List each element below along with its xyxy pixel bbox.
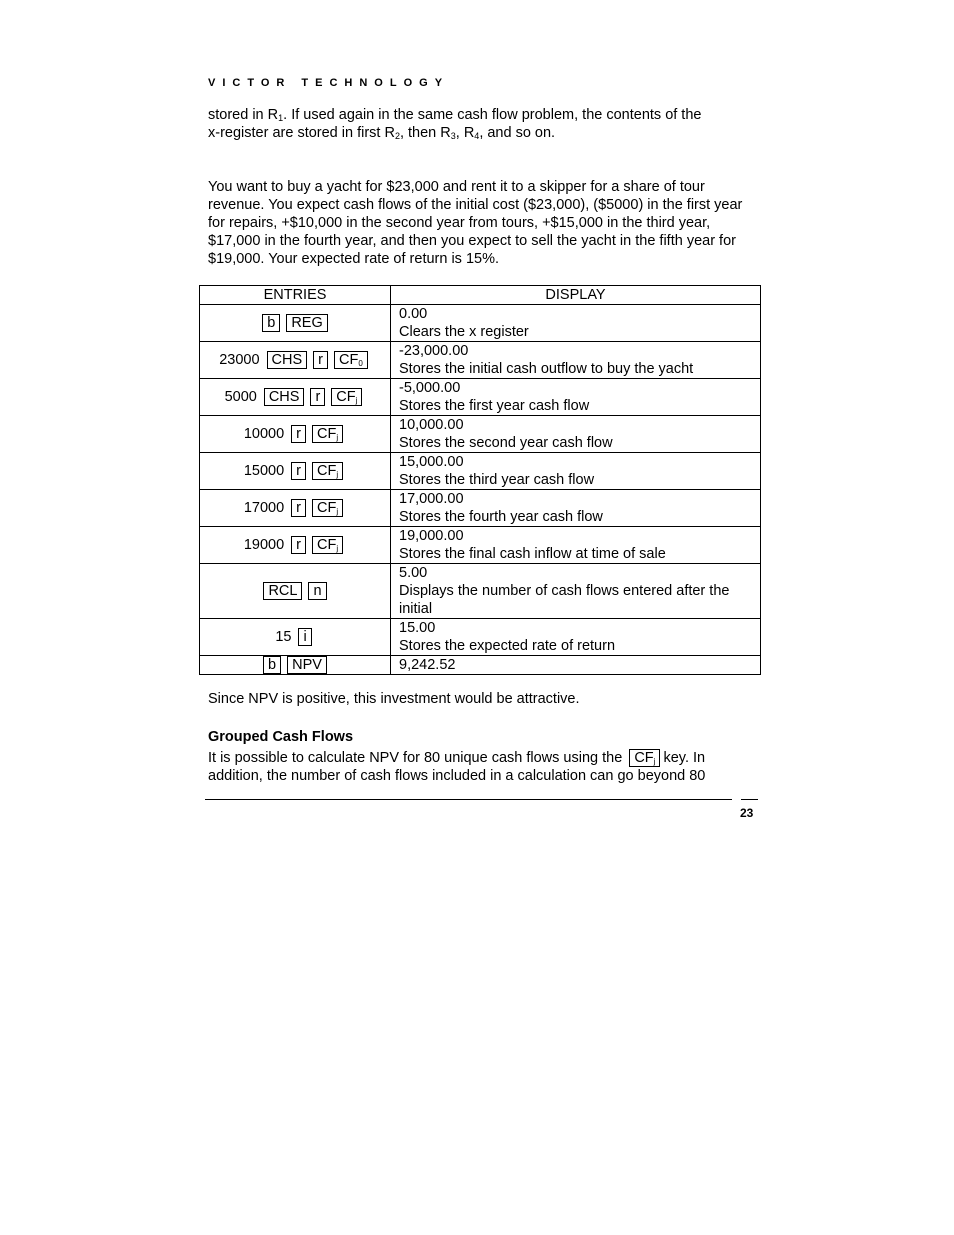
display-value: 9,242.52 (399, 657, 456, 673)
entry-number: 10000 (243, 426, 285, 442)
display-value: 10,000.00 (399, 417, 464, 433)
display-cell (391, 453, 761, 490)
calculator-key: r (291, 536, 306, 554)
display-value: 17,000.00 (399, 491, 464, 507)
display-description: Stores the initial cash outflow to buy the yacht (399, 361, 694, 377)
display-description: Stores the third year cash flow (399, 472, 595, 488)
display-value: 19,000.00 (399, 528, 464, 544)
intro-paragraph: stored in $R_1$. If used again in the same cash flow problem, the contents of the x-register are stored in first $R_2$, then $R_3$, $R_4$, and so on. (208, 107, 702, 141)
cash-flow-table (199, 285, 761, 675)
table-row (200, 342, 761, 379)
table-header-row (200, 286, 761, 305)
footer-rule (205, 799, 732, 800)
calculator-key: r (310, 388, 325, 406)
calculator-key: CHS (264, 388, 305, 406)
display-description: Stores the first year cash flow (399, 398, 590, 414)
display-description: Stores the second year cash flow (399, 435, 613, 451)
display-cell (391, 564, 761, 619)
calculator-key: REG (286, 314, 327, 332)
display-value: -5,000.00 (399, 380, 461, 396)
display-description: Stores the final cash inflow at time of sale (399, 546, 666, 562)
display-cell (391, 416, 761, 453)
entry-number: 19000 (243, 537, 285, 553)
entry-number: 15000 (243, 463, 285, 479)
calculator-key: $CF_j$ (312, 462, 343, 480)
calculator-key: r (313, 351, 328, 369)
entry-cell (200, 527, 391, 564)
calculator-key: i (298, 628, 311, 646)
table-row (200, 527, 761, 564)
display-cell (391, 342, 761, 379)
section-heading: Grouped Cash Flows (208, 729, 354, 745)
display-description: Clears the x register (399, 324, 529, 340)
calculator-key: r (291, 499, 306, 517)
calculator-key: b (263, 656, 281, 674)
cfj-key: $CF_j$ (629, 749, 660, 767)
entry-number: 23000 (219, 352, 260, 368)
display-cell (391, 619, 761, 656)
display-cell (391, 379, 761, 416)
table-row (200, 490, 761, 527)
table-row (200, 564, 761, 619)
calculator-key: $CF_0$ (334, 351, 368, 369)
display-value: 15,000.00 (399, 454, 464, 470)
display-description: Stores the fourth year cash flow (399, 509, 603, 525)
calculator-key: $CF_j$ (312, 536, 343, 554)
display-value: 15.00 (399, 620, 436, 636)
calculator-key: n (308, 582, 326, 600)
entry-cell (200, 416, 391, 453)
calculator-key: NPV (287, 656, 327, 674)
table-row (200, 656, 761, 675)
display-description: Displays the number of cash flows entered after the initial (399, 583, 730, 617)
entry-number: 5000 (224, 389, 257, 405)
problem-paragraph: You want to buy a yacht for $23,000 and rent it to a skipper for a share of tour revenue. You expect cash flows of the initial cost ($23,000), ($5000) in the first year for repairs, +$10,000 in the second year from tours, +$15,000 in the third year, $17,000 in the fourth year, and then you expect to sell the yacht in the fifth year for $19,000. Your expected rate of return is 15%. (208, 179, 743, 267)
entry-cell (200, 619, 391, 656)
running-header: VICTOR TECHNOLOGY (208, 77, 450, 89)
entries-header: ENTRIES (200, 286, 391, 305)
display-value: -23,000.00 (399, 343, 469, 359)
entry-cell (200, 342, 391, 379)
entry-cell (200, 379, 391, 416)
calculator-key: $CF_j$ (312, 499, 343, 517)
display-description: Stores the expected rate of return (399, 638, 616, 654)
table-row (200, 416, 761, 453)
calculator-key: CHS (267, 351, 308, 369)
table-row (200, 379, 761, 416)
entry-cell (200, 490, 391, 527)
table-row (200, 453, 761, 490)
calculator-key: $CF_j$ (331, 388, 362, 406)
entry-number: 15 (275, 629, 292, 645)
entry-number: 17000 (243, 500, 285, 516)
calculator-key: $CF_j$ (312, 425, 343, 443)
grouped-paragraph: It is possible to calculate NPV for 80 unique cash flows using the $CF_j$ key. In addition, the number of cash flows included in a calculation can go beyond 80 (208, 750, 706, 784)
entry-cell (200, 453, 391, 490)
table-row (200, 305, 761, 342)
display-value: 0.00 (399, 306, 428, 322)
entry-cell (200, 305, 391, 342)
calculator-key: RCL (263, 582, 302, 600)
calculator-key: r (291, 425, 306, 443)
table-row (200, 619, 761, 656)
entry-cell (200, 564, 391, 619)
display-header: DISPLAY (391, 286, 761, 305)
display-cell (391, 527, 761, 564)
calculator-key: r (291, 462, 306, 480)
conclusion-paragraph: Since NPV is positive, this investment would be attractive. (208, 691, 580, 707)
calculator-key: b (262, 314, 280, 332)
display-cell (391, 490, 761, 527)
footer-rule-short (741, 799, 758, 800)
entry-cell (200, 656, 391, 675)
display-cell (391, 305, 761, 342)
page-number: 23 (740, 806, 754, 820)
display-value: 5.00 (399, 565, 428, 581)
display-cell (391, 656, 761, 675)
